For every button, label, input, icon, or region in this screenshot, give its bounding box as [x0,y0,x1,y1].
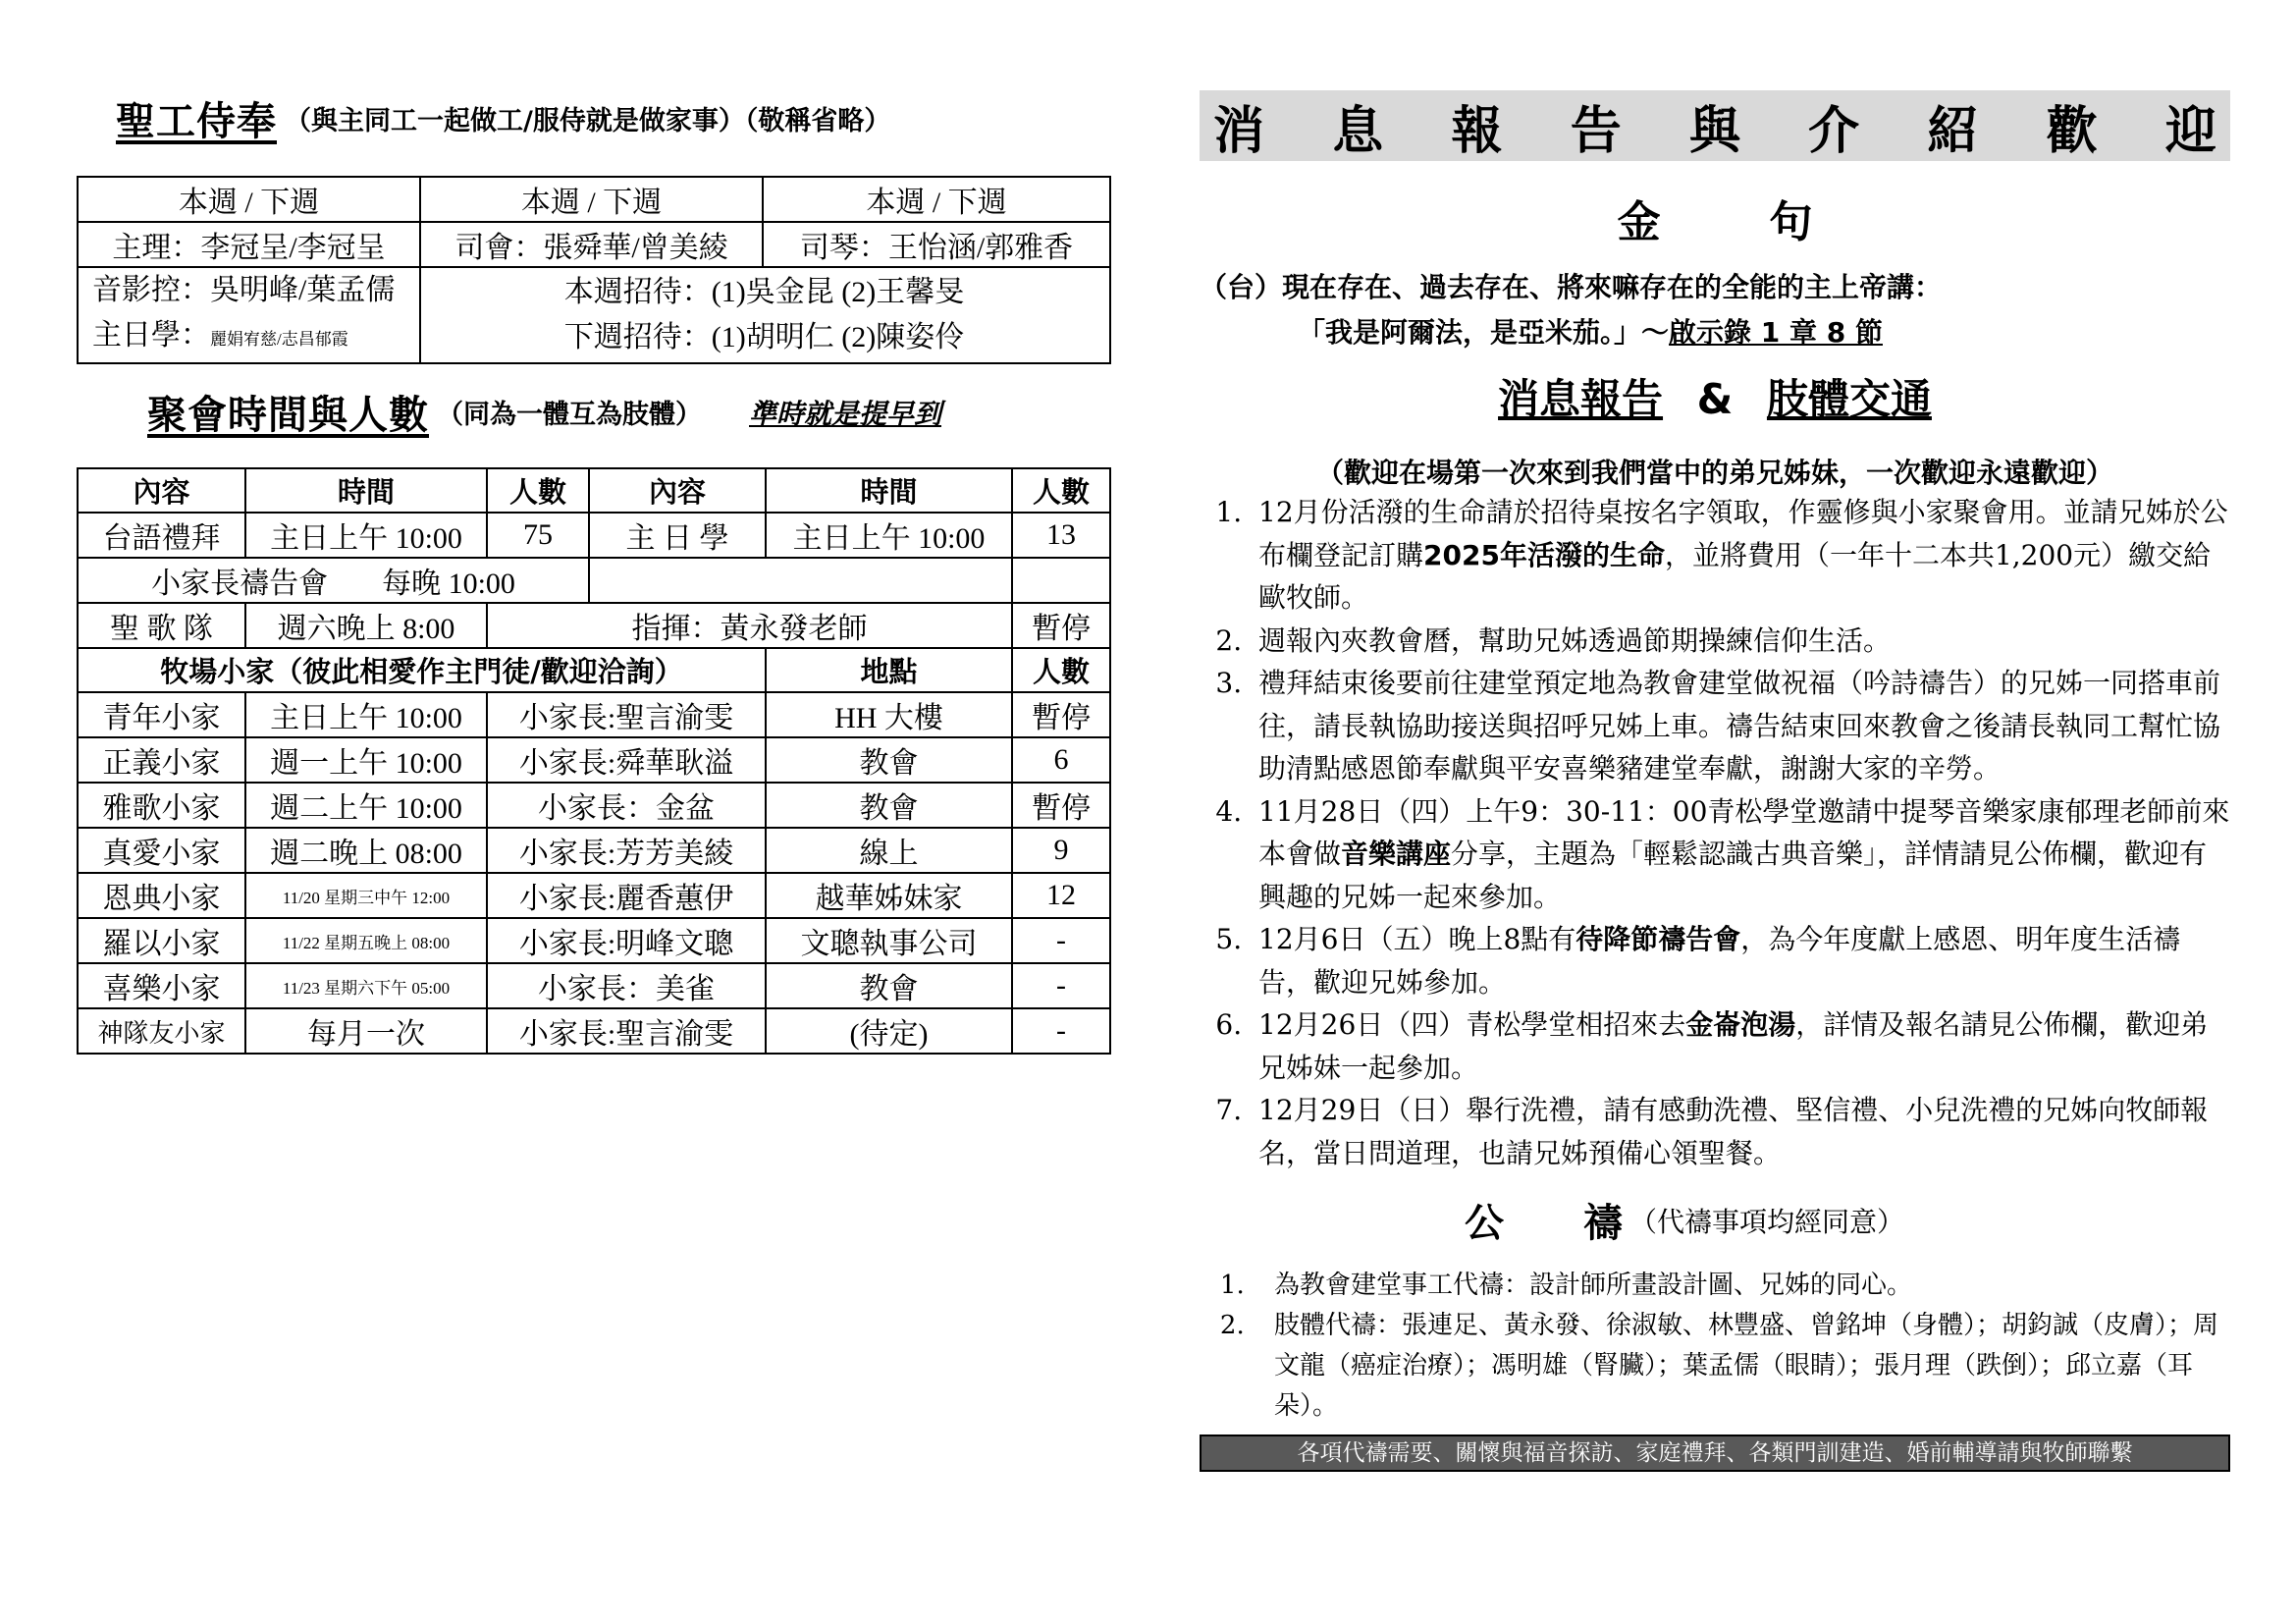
welcome-line: （歡迎在場第一次來到我們當中的弟兄姊妹，一次歡迎永遠歡迎） [1315,457,2113,489]
table-cell: HH 大樓 [766,692,1012,737]
table-cell: 75 [487,513,589,558]
table-cell: 11/20 星期三中午 12:00 [245,873,487,918]
table-cell: 每月一次 [245,1008,487,1054]
contact-footer: 各項代禱需要、關懷與福音探訪、家庭禮拜、各類門訓建造、婚前輔導請與牧師聯繫 [1200,1435,2230,1472]
table-cell: 暫停 [1012,783,1110,828]
banner-char: 消 [1213,101,1265,161]
news-text: 12月6日（五）晚上8點有 [1258,923,1576,955]
news-title-b: 肢體交通 [1766,375,1932,423]
list-item [1251,491,2230,620]
verse-reference: 啟示錄 1 章 8 節 [1669,316,1883,349]
table-cell: 主理：李冠呈/李冠呈 [78,222,420,267]
right-page [1200,90,2230,1472]
table-cell: 台語禮拜 [78,513,245,558]
news-highlight: 音樂講座 [1341,838,1452,870]
table-cell: 主 日 學 [589,513,766,558]
table-cell: 主日上午 10:00 [766,513,1012,558]
sunday-school-line [92,313,417,362]
table-cell: 週一上午 10:00 [245,737,487,783]
left-page [77,90,1109,1055]
table-cell: 主日上午 10:00 [245,513,487,558]
list-item: 2. 週報內夾教會曆，幫助兄姊透過節期操練信仰生活。 [1251,620,2230,663]
table-cell [589,558,1012,603]
prayer-note: （代禱事項均經同意） [1629,1205,1905,1238]
table-cell: 本週 / 下週 [763,177,1110,222]
table-cell: 教會 [766,737,1012,783]
verse-line-2 [1200,310,2230,355]
list-item [1251,1003,2230,1089]
table-row [78,468,1110,513]
table-cell: 週二晚上 08:00 [245,828,487,873]
sunday-school-label: 主日學： [92,319,210,352]
news-text: 11月28日（四）上午9：30-11：00青松學堂邀請中提琴音樂家康郁理老師前來本會做 [1258,794,2230,870]
verse-line-1: （台）現在存在、過去存在、將來嘛存在的全能的主上帝講： [1200,271,1943,303]
table-row [78,783,1110,828]
table-cell: 喜樂小家 [78,963,245,1008]
table-header: 時間 [245,468,487,513]
table-header: 地點 [766,648,1012,692]
table-cell: 聖 歌 隊 [78,603,245,648]
meeting-slogan: 準時就是提早到 [749,397,942,430]
news-text: 分享，主題為「輕鬆認識古典音樂」，詳情請見公佈欄，歡迎有興趣的兄姊一起來參加。 [1258,838,2208,913]
golden-verse-title-b: 句 [1769,197,1813,247]
table-cell: 教會 [766,963,1012,1008]
table-row [78,558,1110,603]
service-subtitle: （與主同工一起做工/服侍就是做家事）（敬稱省略） [285,106,891,136]
table-cell: 小家長:芳芳美綾 [487,828,766,873]
list-item [1251,790,2230,919]
service-table [77,176,1111,364]
verse-quote: 「我是阿爾法，是亞米茄。」～ [1298,316,1670,349]
table-row [78,177,1110,222]
hosts-this-week: 本週招待：(1)吳金昆 (2)王馨旻 [563,276,965,308]
hosts-next-week: 下週招待：(1)胡明仁 (2)陳姿伶 [563,321,965,353]
sunday-school-names: 麗娟宥慈/志昌郁霞 [210,330,348,349]
list-item: 2. 肢體代禱：張連足、黃永發、徐淑敏、林豐盛、曾銘坤（身體）；胡鈞誠（皮膚）；周文龍（癌症治療）；馮明雄（腎臟）；葉孟儒（眼睛）；張月理（跌倒）；邱立嘉（耳朵）。 [1253,1306,2230,1427]
table-cell: 9 [1012,828,1110,873]
table-cell: 指揮：黃永發老師 [487,603,1012,648]
table-cell: 週二上午 10:00 [245,783,487,828]
table-header: 人數 [1012,468,1110,513]
table-cell: 小家長：金盆 [487,783,766,828]
prayer-title-b: 禱 [1583,1201,1624,1246]
table-cell: 越華姊妹家 [766,873,1012,918]
news-text: ，詳情及報名請見公佈欄，歡迎弟兄姊妹一起參加。 [1258,1008,2209,1084]
news-text: ，為今年度獻上感恩、明年度生活禱告，歡迎兄姊參加。 [1258,923,2181,999]
table-cell: - [1012,918,1110,963]
hosts-cell [420,267,1110,363]
table-cell: 神隊友小家 [78,1008,245,1054]
table-header: 人數 [1012,648,1110,692]
table-cell: 13 [1012,513,1110,558]
table-cell: 主日上午 10:00 [245,692,487,737]
table-cell: 11/23 星期六下午 05:00 [245,963,487,1008]
av-and-sunday-school-cell [78,267,420,363]
service-title: 聖工侍奉 [116,99,277,144]
table-cell: 暫停 [1012,692,1110,737]
table-cell: - [1012,963,1110,1008]
list-item [1251,918,2230,1003]
table-cell: 小家長:舜華耿溢 [487,737,766,783]
table-cell: 小家長:麗香蕙伊 [487,873,766,918]
prayer-list [1200,1266,2230,1427]
banner-char: 告 [1570,101,1622,161]
table-cell: 恩典小家 [78,873,245,918]
table-header: 人數 [487,468,589,513]
golden-verse-title [1200,187,2230,249]
news-highlight: 金崙泡湯 [1685,1008,1796,1041]
news-highlight: 待降節禱告會 [1575,923,1741,955]
table-cell: (待定) [766,1008,1012,1054]
list-item: 3. 禮拜結束後要前往建堂預定地為教會建堂做祝福（吟詩禱告）的兄姊一同搭車前往，請長執協助接送與招呼兄姊上車。禱告結束回來教會之後請長執同工幫忙協助清點感恩節奉獻與平安喜樂豬建堂奉獻，謝謝大家的辛勞。 [1251,662,2230,790]
table-cell: 小家長:明峰文聰 [487,918,766,963]
table-header: 內容 [78,468,245,513]
list-item: 1. 為教會建堂事工代禱：設計師所畫設計圖、兄姊的同心。 [1253,1266,2230,1306]
prayer-title-a: 公 [1465,1201,1505,1246]
table-cell: 線上 [766,828,1012,873]
news-text: 12月份活潑的生命請於招待桌按名字領取，作靈修與小家聚會用。並請兄姊於公布欄登記訂購 [1258,496,2228,571]
prayer-meeting-cell [78,558,589,603]
table-cell: 週六晚上 8:00 [245,603,487,648]
table-cell: 暫停 [1012,603,1110,648]
banner-char: 與 [1688,101,1740,161]
table-cell: 本週 / 下週 [78,177,420,222]
av-label: 音影控：吳明峰/葉孟儒 [92,274,396,306]
golden-verse-title-a: 金 [1617,197,1661,247]
banner-char: 紹 [1927,101,1979,161]
table-cell: 文聰執事公司 [766,918,1012,963]
table-cell: 6 [1012,737,1110,783]
news-text: 12月26日（四）青松學堂相招來去 [1258,1008,1686,1041]
meeting-subtitle: （同為一體互為肢體） [437,400,702,430]
table-row [78,737,1110,783]
news-list [1200,491,2230,1174]
banner-char: 介 [1808,101,1860,161]
service-section-header [116,90,1109,146]
table-row [78,963,1110,1008]
meeting-title: 聚會時間與人數 [147,393,429,438]
table-cell: 真愛小家 [78,828,245,873]
table-cell: 正義小家 [78,737,245,783]
banner-char: 歡 [2046,101,2098,161]
meeting-table [77,467,1111,1055]
meeting-section-header [147,384,1109,440]
table-row [78,873,1110,918]
table-cell: 青年小家 [78,692,245,737]
table-row [78,513,1110,558]
table-row [78,222,1110,267]
table-cell: 12 [1012,873,1110,918]
table-row [78,603,1110,648]
prayer-meeting-label: 小家長禱告會 [151,568,329,600]
table-row [78,692,1110,737]
table-header: 內容 [589,468,766,513]
news-text: ，並將費用（一年十二本共1,200元）繳交給歐牧師。 [1258,538,2212,614]
table-cell: 司琴：王怡涵/郭雅香 [763,222,1110,267]
table-cell: 本週 / 下週 [420,177,763,222]
table-cell: 小家長:聖言渝雯 [487,1008,766,1054]
list-item: 7. 12月29日（日）舉行洗禮，請有感動洗禮、堅信禮、小兒洗禮的兄姊向牧師報名，當日問道理，也請兄姊預備心領聖餐。 [1251,1089,2230,1174]
news-highlight: 2025年活潑的生命 [1423,538,1665,571]
table-cell: 教會 [766,783,1012,828]
news-title [1200,367,2230,426]
table-row [78,918,1110,963]
prayer-title [1465,1192,2230,1248]
table-cell: 司會：張舜華/曾美綾 [420,222,763,267]
table-row [78,828,1110,873]
table-header: 時間 [766,468,1012,513]
news-title-a: 消息報告 [1498,375,1664,423]
table-row [78,648,1110,692]
table-row [78,267,1110,363]
prayer-meeting-time: 每晚 10:00 [382,568,515,600]
table-cell: - [1012,1008,1110,1054]
announcement-banner [1200,90,2230,161]
news-title-amp: & [1696,375,1734,423]
banner-char: 息 [1332,101,1384,161]
table-cell: 小家長:聖言渝雯 [487,692,766,737]
banner-char: 報 [1451,101,1503,161]
table-cell: 雅歌小家 [78,783,245,828]
table-row [78,1008,1110,1054]
table-cell [1012,558,1110,603]
table-cell: 11/22 星期五晚上 08:00 [245,918,487,963]
banner-char: 迎 [2164,101,2216,161]
table-cell: 羅以小家 [78,918,245,963]
table-header: 牧場小家（彼此相愛作主門徒/歡迎洽詢） [78,648,766,692]
golden-verse [1200,265,2230,355]
table-cell: 小家長：美雀 [487,963,766,1008]
